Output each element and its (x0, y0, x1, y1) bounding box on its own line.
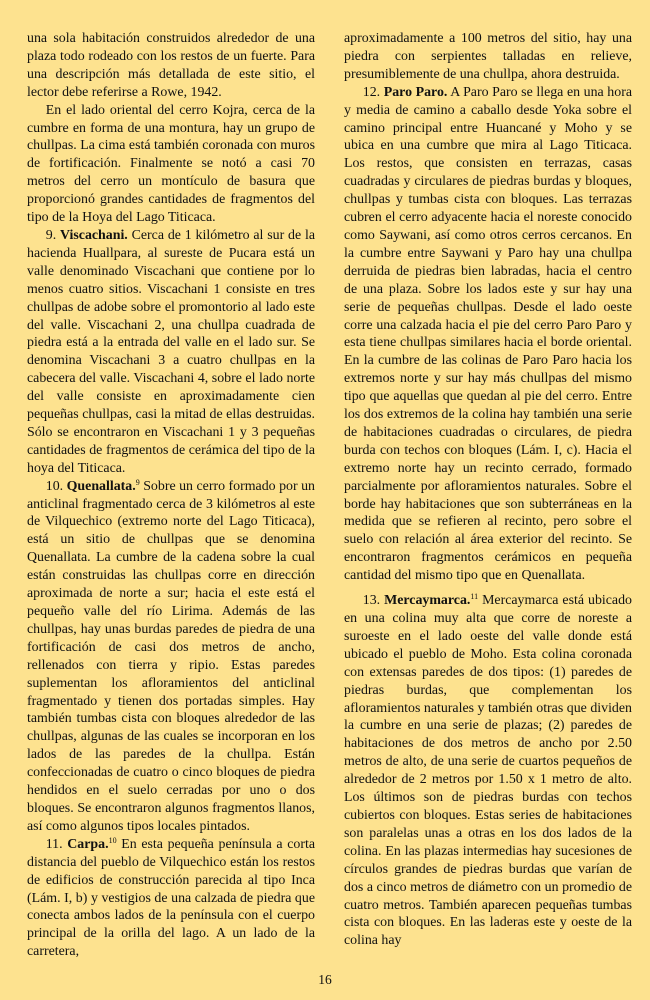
site-name: Carpa. (67, 836, 109, 852)
entry-number: 10. (45, 478, 67, 494)
site-name: Quenallata. (66, 478, 136, 494)
footnote-marker: 9 (135, 477, 140, 487)
site-name: Mercaymarca. (384, 593, 471, 609)
entry-text: A Paro Paro se llega en una hora y media de camino a caballo desde Yoka sobre el camino principal entre Huancané y Moho y se ubica en una cumbre que mira al Lago Titicaca. Los restos, que consisten en terrazas, casas cuadradas y circulares de piedras burdas y bloques, chullpas y tumbas cista con bloques. Las terrazas cubren el cerro adyacente hacia el noreste conocido como Saywani, así como otros cerros cercanos. En la cumbre entre Saywani y Paro hay una chullpa derruida de piedras bien labradas, hacia el centro de una plaza. Sobre los lados este y sur hay una serie de pequeñas chullpas. Desde el lado oeste corre una calzada hacia el pie del cerro Paro Paro y esta tiene chullpas similares hacia el borde oriental. En la cumbre de las colinas de Paro Paro hacia los extremos norte y sur hay más chullpas del mismo tipo que aquellas que quedan al pie del cerro. Entre los dos extremos de la colina hay también una serie de habitaciones cuadradas o circulares, de piedra burda con techos con bloques (Lám. I, c). Hacia el extremo norte hay un recinto cerrado, formado parcialmente por afloramientos naturales. Sobre el borde hay habitaciones que son subterráneas en la medida que se refieren al recinto, pero sobre el suelo con relación al área exterior del recinto. Se encontraron fragmentos cerámicos en pequeña cantidad del mismo tipo que en Quenallata. (344, 84, 632, 584)
right-column (344, 30, 632, 950)
entry-paro-paro (344, 84, 632, 585)
entry-carpa (27, 836, 315, 961)
entry-text: Mercaymarca está ubicado en una colina muy alta que corre de noreste a suroeste en el lado oeste del valle donde está ubicado el pueblo de Moho. Esta colina coronada con extensas paredes de dos tipos: (1) paredes de piedras burdas, que complementan los afloramientos naturales y también otras que dividen la cumbre en una serie de plazas; (2) paredes de habitaciones de dos metros de ancho por 2.50 metros de alto, de una serie de cuartos pequeños de alrededor de 2 metros por 1.50 x 1 metro de alto. Los últimos son de piedras burdas con techos cubiertos con bloques. Estas series de habitaciones son paralelas unas a otras en los dos lados de la colina. En las plazas intermedias hay sucesiones de círculos grandes de piedras burdas que varían de dos a cinco metros de diámetro con un promedio de cuatro metros. También aparecen pequeñas tumbas cista con bloques. En las laderas este y oeste de la colina hay (344, 593, 632, 949)
paragraph-continued: aproximadamente a 100 metros del sitio, hay una piedra con serpientes talladas en relieve, presumiblemente de una chullpa, ahora destruida. (344, 31, 632, 82)
entry-number: 12. (362, 84, 384, 100)
entry-text: Sobre un cerro formado por un anticlinal fragmentado cerca de 3 kilómetros al este de Vilquechico (extremo norte del Lago Titicaca), está un sitio de chullpas que se denomina Quenallata. La cumbre de la cadena sobre la cual están construidas las chullpas corre en dirección aproximada de norte a sur; hacia el este está el pequeño valle del río Lirima. Además de las chullpas, hay unas burdas paredes de piedra de una fortificación de casi dos metros de ancho, rellenados con tierra y ripio. Estas paredes suplementan los afloramientos del anticlinal fragmentado y tienen dos portadas simples. Hay también tumbas cista con bloques alrededor de las chullpas, algunas de las cuales se incorporan en los lados de las paredes de la chullpa. Están confeccionadas de cuatro o cinco bloques de piedra hendidos en el suelo cerradas por uno o dos bloques. Se encontraron algunos fragmentos llanos, así como algunos tipos locales pintados. (27, 478, 315, 834)
entry-viscachani (27, 227, 315, 478)
entry-number: 13. (362, 593, 385, 609)
left-column (27, 30, 315, 961)
site-name: Viscachani. (60, 227, 128, 243)
entry-quenallata (27, 478, 315, 836)
paragraph-kojra: En el lado oriental del cerro Kojra, cerca de la cumbre en forma de una montura, hay un grupo de chullpas. La cima está también coronada con muros de fortificación. Finalmente se notó a casi 70 metros del cerro un montículo de basura que proporcionó grandes cantidades de fragmentos del tipo de la Hoya del Lago Titicaca. (27, 102, 315, 226)
entry-number: 9. (45, 227, 60, 243)
paragraph-continued: una sola habitación construidos alrededor de una plaza todo rodeado con los restos de un fuerte. Para una descripción más detallada de este sitio, el lector debe referirse a Rowe, 1942. (27, 31, 315, 100)
footnote-marker: 10 (108, 835, 117, 845)
page-number: 16 (318, 972, 332, 987)
entry-text: En esta pequeña península a corta distancia del pueblo de Vilquechico están los restos de edificios de construcción parecida al tipo Inca (Lám. I, b) y vestigios de una calzada de piedra que conecta ambos lados de la península con el cuerpo principal de la orilla del lago. A un lado de la carretera, (27, 836, 315, 960)
entry-number: 11. (45, 836, 68, 852)
entry-mercaymarca (344, 592, 632, 950)
site-name: Paro Paro. (383, 84, 448, 100)
entry-text: Cerca de 1 kilómetro al sur de la hacienda Huallpara, al sureste de Pucara está un valle denominado Viscachani que contiene por lo menos cuatro sitios. Viscachani 1 consiste en tres chullpas de adobe sobre el promontorio al lado este del valle. Viscachani 2, una chullpa cuadrada de piedra está a la entrada del valle en el lado sur. Se denomina Viscachani 3 a cuatro chullpas en la cabecera del valle. Viscachani 4, sobre el lado norte del valle consiste en aproximadamente cien pequeñas chullpas, casi la mitad de ellas destruidas. Sólo se encontraron en Viscachani 1 y 3 pequeñas cantidades de fragmentos de cerámica del tipo de la hoya del Titicaca. (27, 227, 315, 476)
footnote-marker: 11 (470, 592, 479, 602)
